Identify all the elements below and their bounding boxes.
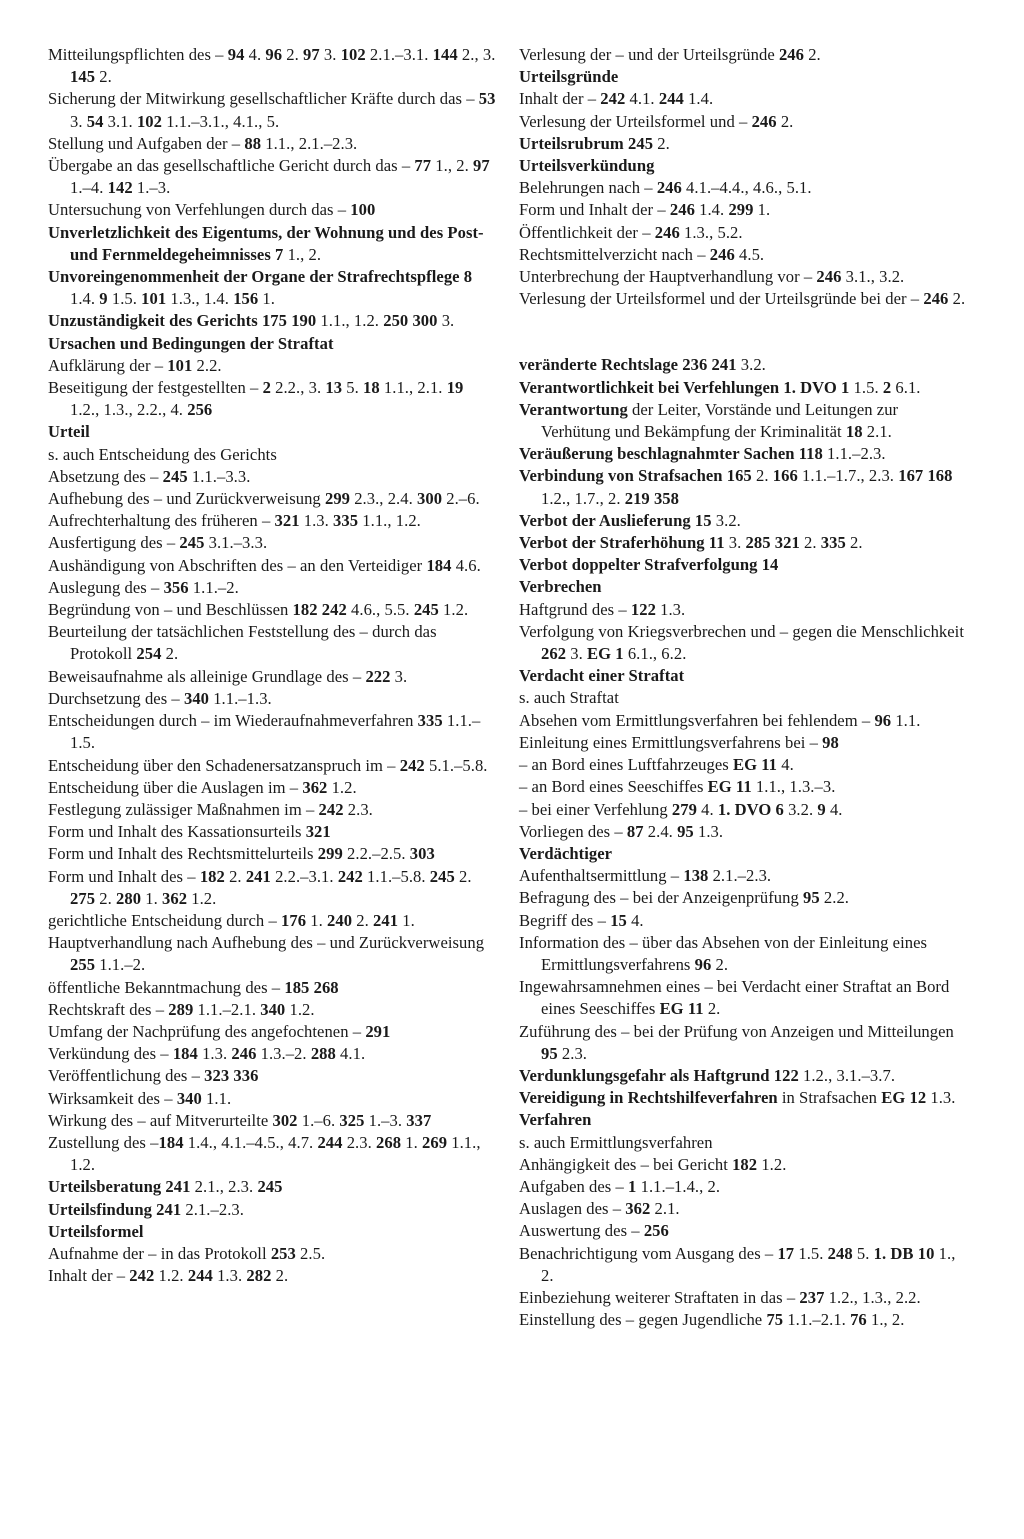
index-entry: Ausfertigung des – 245 3.1.–3.3. — [48, 533, 268, 553]
index-entry: Aufhebung des – und Zurückverweisung 299 2.3., 2.4. 300 2.–6. — [48, 489, 480, 509]
index-entry: Aufklärung der – 101 2.2. — [48, 355, 222, 375]
index-entry: Verantwortung der Leiter, Vorstände und Leitungen zur Verhütung und Bekämpfung der Kriminalität 18 2.1. — [519, 399, 899, 442]
index-entry: Form und Inhalt des Rechtsmittelurteils 299 2.2.–2.5. 303 — [48, 844, 435, 864]
index-entry: Aufrechterhaltung des früheren – 321 1.3. 335 1.1., 1.2. — [48, 511, 421, 531]
index-entry: Verlesung der Urteilsformel und der Urteilsgründe bei der – 246 2. — [519, 289, 966, 309]
index-block-right-top — [519, 44, 971, 310]
index-entry: Rechtsmittelverzicht nach – 246 4.5. — [519, 244, 765, 264]
index-entry: Auswertung des – 256 — [519, 1221, 669, 1241]
index-entry: Öffentlichkeit der – 246 1.3., 5.2. — [519, 222, 743, 242]
index-entry: Urteilsgründe — [519, 67, 619, 87]
index-entry: Form und Inhalt des – 182 2. 241 2.2.–3.1. 242 1.1.–5.8. 245 2. 275 2. 280 1. 362 1.2. — [48, 866, 472, 908]
index-entry: Umfang der Nachprüfung des angefochtenen – 291 — [48, 1021, 391, 1041]
index-entry: Urteil — [48, 422, 90, 442]
index-entry: – bei einer Verfehlung 279 4. 1. DVO 6 3.2. 9 4. — [519, 799, 843, 819]
index-entry: Stellung und Aufgaben der – 88 1.1., 2.1.–2.3. — [48, 133, 358, 153]
index-entry: Vorliegen des – 87 2.4. 95 1.3. — [519, 821, 724, 841]
index-entry: Entscheidung über den Schadenersatzanspruch im – 242 5.1.–5.8. — [48, 755, 488, 775]
index-entry: Verkündung des – 184 1.3. 246 1.3.–2. 288 4.1. — [48, 1044, 366, 1064]
index-entry: Sicherung der Mitwirkung gesellschaftlicher Kräfte durch das – 53 3. 54 3.1. 102 1.1.–3.1., 4.1., 5. — [48, 89, 496, 131]
index-entry: Befragung des – bei der Anzeigenprüfung 95 2.2. — [519, 888, 850, 908]
index-entry: Benachrichtigung vom Ausgang des – 17 1.5. 248 5. 1. DB 10 1., 2. — [519, 1243, 956, 1285]
index-entry: Unterbrechung der Hauptverhandlung vor – 246 3.1., 3.2. — [519, 267, 905, 287]
index-entry: Einbeziehung weiterer Straftaten in das – 237 1.2., 1.3., 2.2. — [519, 1287, 921, 1307]
index-entry: Entscheidung über die Auslagen im – 362 1.2. — [48, 777, 357, 797]
index-entry: Verbot der Auslieferung 15 3.2. — [519, 510, 741, 530]
index-entry: Begriff des – 15 4. — [519, 910, 644, 930]
index-entry: Veräußerung beschlagnahmter Sachen 118 1.1.–2.3. — [519, 444, 886, 464]
index-entry: Aufgaben des – 1 1.1.–1.4., 2. — [519, 1176, 721, 1196]
index-entry: veränderte Rechtslage 236 241 3.2. — [519, 355, 766, 375]
index-entry: Verbot der Straferhöhung 11 3. 285 321 2. 335 2. — [519, 533, 863, 553]
index-entry: Verbindung von Strafsachen 165 2. 166 1.1.–1.7., 2.3. 167 168 1.2., 1.7., 2. 219 358 — [519, 466, 953, 508]
index-entry: Verdächtiger — [519, 843, 613, 863]
index-entry: Urteilsformel — [48, 1221, 144, 1241]
index-entry: Aufenthaltsermittlung – 138 2.1.–2.3. — [519, 866, 772, 886]
index-entry: Urteilsrubrum 245 2. — [519, 133, 670, 153]
index-entry: Urteilsverkündung — [519, 156, 655, 176]
index-entry: Belehrungen nach – 246 4.1.–4.4., 4.6., 5.1. — [519, 178, 812, 198]
index-entry: Verfahren — [519, 1110, 592, 1130]
index-entry: Auslegung des – 356 1.1.–2. — [48, 577, 239, 597]
index-entry: Verantwortlichkeit bei Verfehlungen 1. DVO 1 1.5. 2 6.1. — [519, 377, 921, 397]
index-entry: Verbrechen — [519, 577, 602, 597]
index-column-right — [519, 44, 971, 1331]
index-entry: Unzuständigkeit des Gerichts 175 190 1.1., 1.2. 250 300 3. — [48, 311, 455, 331]
index-block-right-bottom — [519, 354, 971, 1331]
index-entry: Hauptverhandlung nach Aufhebung des – und Zurückverweisung 255 1.1.–2. — [48, 933, 485, 975]
index-entry: Urteilsberatung 241 2.1., 2.3. 245 — [48, 1177, 283, 1197]
index-entry: Information des – über das Absehen von der Einleitung eines Ermittlungsverfahrens 96 2. — [519, 932, 928, 974]
index-entry: Einleitung eines Ermittlungsverfahrens bei – 98 — [519, 732, 839, 752]
index-entry: s. auch Ermittlungsverfahren — [519, 1132, 713, 1152]
index-entry: Form und Inhalt des Kassationsurteils 321 — [48, 822, 331, 842]
index-entry: öffentliche Bekanntmachung des – 185 268 — [48, 977, 339, 997]
index-entry: Untersuchung von Verfehlungen durch das – 100 — [48, 200, 376, 220]
index-entry: s. auch Entscheidung des Gerichts — [48, 444, 277, 464]
index-entry: Unverletzlichkeit des Eigentums, der Wohnung und des Post- und Fernmeldegeheimnisses 7 1., 2. — [48, 222, 484, 264]
index-entry: Festlegung zulässiger Maßnahmen im – 242 2.3. — [48, 799, 373, 819]
index-entry: Veröffentlichung des – 323 336 — [48, 1066, 259, 1086]
index-entry: Form und Inhalt der – 246 1.4. 299 1. — [519, 200, 771, 220]
index-entry: Zuführung des – bei der Prüfung von Anzeigen und Mitteilungen 95 2.3. — [519, 1021, 954, 1063]
index-entry: Verfolgung von Kriegsverbrechen und – gegen die Menschlichkeit 262 3. EG 1 6.1., 6.2. — [519, 621, 965, 664]
index-entry: Verbot doppelter Strafverfolgung 14 — [519, 555, 779, 575]
index-entry: Unvoreingenommenheit der Organe der Strafrechtspflege 8 1.4. 9 1.5. 101 1.3., 1.4. 156 1. — [48, 267, 473, 309]
index-entry: Beurteilung der tatsächlichen Feststellung des – durch das Protokoll 254 2. — [48, 622, 437, 664]
index-entry: Inhalt der – 242 1.2. 244 1.3. 282 2. — [48, 1266, 289, 1286]
index-entry: Wirkung des – auf Mitverurteilte 302 1.–6. 325 1.–3. 337 — [48, 1110, 432, 1130]
index-entry: Entscheidungen durch – im Wiederaufnahmeverfahren 335 1.1.–1.5. — [48, 711, 481, 753]
index-entry: Absehen vom Ermittlungsverfahren bei fehlendem – 96 1.1. — [519, 710, 921, 730]
index-entry: – an Bord eines Seeschiffes EG 11 1.1., 1.3.–3. — [519, 777, 836, 797]
index-entry: Ingewahrsamnehmen eines – bei Verdacht einer Straftat an Bord eines Seeschiffes EG 11 2. — [519, 977, 950, 1019]
index-entry: Einstellung des – gegen Jugendliche 75 1.1.–2.1. 76 1., 2. — [519, 1310, 905, 1330]
index-entry: Urteilsfindung 241 2.1.–2.3. — [48, 1199, 244, 1219]
index-entry: Aushändigung von Abschriften des – an den Verteidiger 184 4.6. — [48, 555, 481, 575]
index-entry: Verdunklungsgefahr als Haftgrund 122 1.2., 3.1.–3.7. — [519, 1065, 896, 1085]
index-entry: Verlesung der Urteilsformel und – 246 2. — [519, 111, 794, 131]
index-entry: Begründung von – und Beschlüssen 182 242 4.6., 5.5. 245 1.2. — [48, 600, 469, 620]
index-entry: Verlesung der – und der Urteilsgründe 246 2. — [519, 45, 821, 64]
index-entry: Rechtskraft des – 289 1.1.–2.1. 340 1.2. — [48, 999, 315, 1019]
index-entry: Verdacht einer Straftat — [519, 666, 685, 686]
index-entry: Zustellung des –184 1.4., 4.1.–4.5., 4.7. 244 2.3. 268 1. 269 1.1., 1.2. — [48, 1132, 481, 1175]
index-entry: Auslagen des – 362 2.1. — [519, 1199, 680, 1219]
index-entry: Durchsetzung des – 340 1.1.–1.3. — [48, 688, 272, 708]
index-entry: Ursachen und Bedingungen der Straftat — [48, 333, 334, 353]
index-entry: s. auch Straftat — [519, 688, 619, 708]
index-entry: Absetzung des – 245 1.1.–3.3. — [48, 466, 251, 486]
index-entry: Anhängigkeit des – bei Gericht 182 1.2. — [519, 1154, 787, 1174]
index-entry: Aufnahme der – in das Protokoll 253 2.5. — [48, 1243, 326, 1263]
index-entry: Vereidigung in Rechtshilfeverfahren in Strafsachen EG 12 1.3. — [519, 1088, 956, 1108]
index-entry: Haftgrund des – 122 1.3. — [519, 599, 686, 619]
index-entry: Wirksamkeit des – 340 1.1. — [48, 1088, 232, 1108]
index-column-left — [48, 44, 496, 1287]
section-gap — [519, 310, 971, 354]
index-entry: Übergabe an das gesellschaftliche Gericht durch das – 77 1., 2. 97 1.–4. 142 1.–3. — [48, 156, 490, 198]
index-entry: Beseitigung der festgestellten – 2 2.2., 3. 13 5. 18 1.1., 2.1. 19 1.2., 1.3., 2.2., 4. 256 — [48, 378, 464, 420]
index-entry: gerichtliche Entscheidung durch – 176 1. 240 2. 241 1. — [48, 910, 415, 930]
index-entry: Beweisaufnahme als alleinige Grundlage des – 222 3. — [48, 666, 408, 686]
index-entry: – an Bord eines Luftfahrzeuges EG 11 4. — [519, 755, 794, 775]
index-entry: Inhalt der – 242 4.1. 244 1.4. — [519, 89, 714, 109]
index-entry: Mitteilungspflichten des – 94 4. 96 2. 97 3. 102 2.1.–3.1. 144 2., 3. 145 2. — [48, 45, 496, 87]
